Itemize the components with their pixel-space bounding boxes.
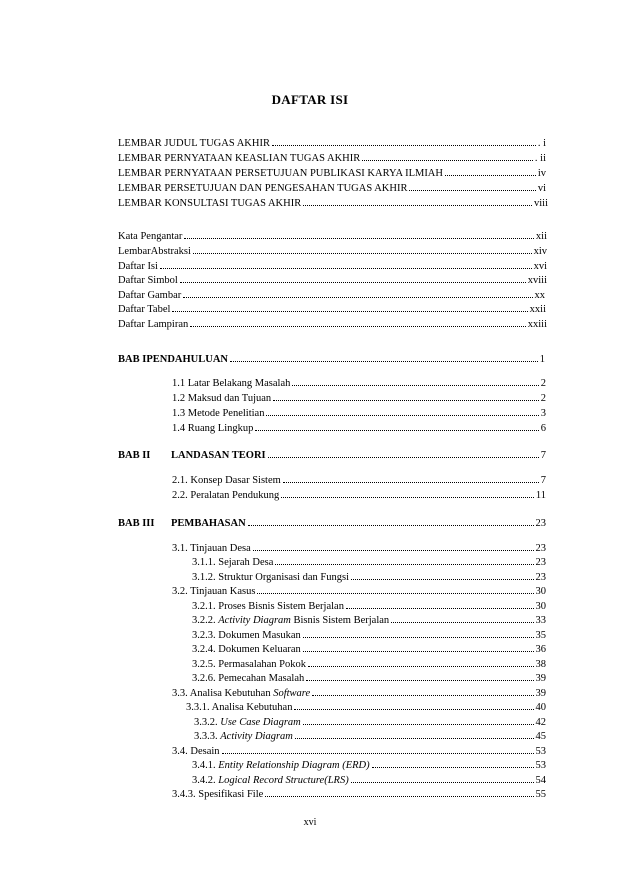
toc-page: 2 [540,393,546,404]
toc-entry [118,288,545,303]
toc-entry [118,273,547,288]
leader-dots [294,700,533,710]
leader-dots [391,613,533,623]
toc-page: 7 [540,450,546,461]
page-number: xvi [303,817,317,828]
toc-entry [194,715,546,730]
toc-page: 23 [535,543,546,554]
leader-dots [230,352,538,362]
leader-dots [445,166,536,176]
toc-label: 2.1. Konsep Dasar Sistem [172,475,281,486]
toc-page: 40 [535,702,546,713]
leader-dots [409,181,535,191]
leader-dots [268,448,539,458]
toc-page: 30 [535,586,546,597]
leader-dots [351,773,534,783]
leader-dots [295,729,534,739]
toc-page: 42 [535,717,546,728]
toc-entry [118,317,547,332]
toc-page: 23 [535,572,546,583]
leader-dots [184,229,533,239]
toc-entry [172,391,546,406]
toc-entry [192,657,546,672]
toc-page: 53 [535,760,546,771]
toc-page: xvi [533,261,547,272]
toc-label [194,716,301,730]
toc-entry [172,473,546,488]
chapter-number: BAB III [118,518,155,529]
toc-entry [172,686,546,701]
toc-page: 23 [535,557,546,568]
toc-label: 3.4.3. Spesifikasi File [172,789,264,800]
toc-page: viii [533,198,548,209]
toc-label: Kata Pengantar [118,231,183,242]
leader-dots [172,302,527,312]
toc-entry [118,166,546,181]
chapter-entry [118,448,546,463]
toc-page: 2 [540,378,546,389]
toc-label: LEMBAR PERNYATAAN PERSETUJUAN PUBLIKASI KARYA ILMIAH [118,168,443,179]
leader-dots [275,555,533,565]
toc-entry [172,406,546,421]
toc-page: vi [537,183,546,194]
toc-label-text: 3.3. Analisa Kebutuhan [172,688,274,699]
toc-label: LEMBAR KONSULTASI TUGAS AKHIR [118,198,302,209]
toc-entry [118,136,546,151]
toc-label-italic: Logical Record Structure(LRS) [218,775,349,786]
toc-page: xii [535,231,547,242]
toc-label: LEMBAR PERSETUJUAN DAN PENGESAHAN TUGAS AKHIR [118,183,408,194]
toc-entry [192,628,546,643]
leader-dots [193,244,532,254]
toc-label: LembarAbstraksi [118,246,191,257]
chapter-heading [118,517,246,531]
toc-entry [118,196,548,211]
toc-label-rest: Bisnis Sistem Berjalan [290,615,390,626]
leader-dots [306,671,533,681]
toc-label: 3.2.4. Dokumen Keluaran [192,644,301,655]
leader-dots [283,473,539,483]
toc-label: 3.3.1. Analisa Kebutuhan [186,702,293,713]
leader-dots [253,541,534,551]
toc-label-text: 3.4.1. [192,760,219,771]
toc-label: 3.1.1. Sejarah Desa [192,557,274,568]
leader-dots [303,715,534,725]
toc-label [172,687,310,701]
chapter-title: LANDASAN TEORI [171,450,266,461]
leader-dots [272,136,536,146]
toc-entry [172,744,546,759]
toc-page: 11 [535,490,546,501]
chapter-heading [118,449,266,463]
toc-entry [172,541,546,556]
leader-dots [303,628,534,638]
toc-label [192,759,370,773]
toc-entry [192,613,546,628]
leader-dots [222,744,534,754]
leader-dots [190,317,525,327]
toc-label: 3.1. Tinjauan Desa [172,543,251,554]
leader-dots [362,151,533,161]
toc-entry [172,787,546,802]
leader-dots [257,584,533,594]
toc-page: 36 [535,644,546,655]
toc-label-text: 3.4.2. [192,775,219,786]
leader-dots [266,406,538,416]
toc-label [194,730,293,744]
leader-dots [248,516,534,526]
chapter-entry [118,352,545,367]
toc-entry [192,570,546,585]
toc-entry [192,671,546,686]
leader-dots [308,657,533,667]
leader-dots [303,196,532,206]
toc-label: LEMBAR PERNYATAAN KEASLIAN TUGAS AKHIR [118,153,361,164]
toc-page: xx [534,290,545,301]
toc-label-text: 3.2.2. [192,615,219,626]
leader-dots [372,758,534,768]
toc-label-italic: Use Case Diagram [220,717,301,728]
leader-dots [303,642,534,652]
toc-label-text: 3.3.3. [194,731,221,742]
leader-dots [292,376,538,386]
toc-label: 3.2.5. Permasalahan Pokok [192,659,307,670]
toc-label: 3.4. Desain [172,746,220,757]
toc-page: 54 [535,775,546,786]
toc-label-italic: Activity Diagram [220,731,293,742]
toc-page: 53 [535,746,546,757]
toc-page: 23 [535,518,546,529]
leader-dots [281,488,534,498]
toc-page: 3 [540,408,546,419]
toc-page: . ii [534,153,546,164]
toc-label: 3.2.1. Proses Bisnis Sistem Berjalan [192,601,344,612]
leader-dots [312,686,533,696]
chapter-title: PENDAHULUAN [146,354,228,365]
leader-dots [265,787,533,797]
leader-dots [180,273,526,283]
toc-page: 35 [535,630,546,641]
toc-label: Daftar Gambar [118,290,182,301]
toc-entry [118,151,546,166]
toc-page: 30 [535,601,546,612]
toc-label: 3.1.2. Struktur Organisasi dan Fungsi [192,572,350,583]
toc-entry [172,376,546,391]
chapter-number: BAB I [118,354,147,365]
chapter-entry [118,516,546,531]
toc-entry [172,488,546,503]
toc-label: 3.2. Tinjauan Kasus [172,586,256,597]
leader-dots [183,288,532,298]
toc-label: 2.2. Peralatan Pendukung [172,490,280,501]
toc-label: 1.2 Maksud dan Tujuan [172,393,272,404]
toc-entry [172,421,546,436]
toc-label: 1.1 Latar Belakang Masalah [172,378,291,389]
toc-label: Daftar Isi [118,261,158,272]
toc-label: Daftar Tabel [118,304,171,315]
toc-entry [192,758,546,773]
toc-page: 38 [535,659,546,670]
toc-page: xviii [527,275,547,286]
toc-entry [186,700,546,715]
toc-label: 3.2.6. Pemecahan Masalah [192,673,305,684]
toc-page: 7 [540,475,546,486]
toc-entry [192,773,546,788]
toc-page: 39 [535,688,546,699]
leader-dots [273,391,539,401]
toc-page: 45 [535,731,546,742]
toc-page: 6 [540,423,546,434]
toc-page: 55 [535,789,546,800]
toc-page: xiv [533,246,547,257]
toc-entry [118,259,547,274]
toc-page: . i [537,138,546,149]
toc-label: Daftar Simbol [118,275,178,286]
toc-label: 1.3 Metode Penelitian [172,408,265,419]
chapter-title: PEMBAHASAN [171,518,246,529]
leader-dots [255,421,538,431]
toc-label-text: 3.3.2. [194,717,221,728]
toc-page: xxiii [527,319,547,330]
page-title: DAFTAR ISI [271,92,349,107]
toc-entry [118,181,546,196]
leader-dots [346,599,534,609]
toc-label [192,614,389,628]
toc-label-italic: Entity Relationship Diagram (ERD) [218,760,370,771]
toc-label: Daftar Lampiran [118,319,189,330]
toc-label-italic: Activity Diagram [218,615,291,626]
toc-page: 39 [535,673,546,684]
toc-entry [118,302,546,317]
toc-entry [192,599,546,614]
leader-dots [160,259,532,269]
toc-entry [118,244,547,259]
leader-dots [351,570,533,580]
toc-entry [118,229,547,244]
toc-label: LEMBAR JUDUL TUGAS AKHIR [118,138,270,149]
chapter-number: BAB II [118,450,151,461]
chapter-heading [118,353,228,367]
toc-label: 1.4 Ruang Lingkup [172,423,254,434]
toc-page: 33 [535,615,546,626]
toc-label-italic: Software [273,688,311,699]
toc-entry [172,584,546,599]
toc-entry [192,642,546,657]
toc-label [192,774,349,788]
toc-entry [194,729,546,744]
toc-label: 3.2.3. Dokumen Masukan [192,630,301,641]
toc-page: 1 [539,354,545,365]
toc-entry [192,555,546,570]
toc-page: iv [537,168,546,179]
toc-page: xxii [529,304,546,315]
